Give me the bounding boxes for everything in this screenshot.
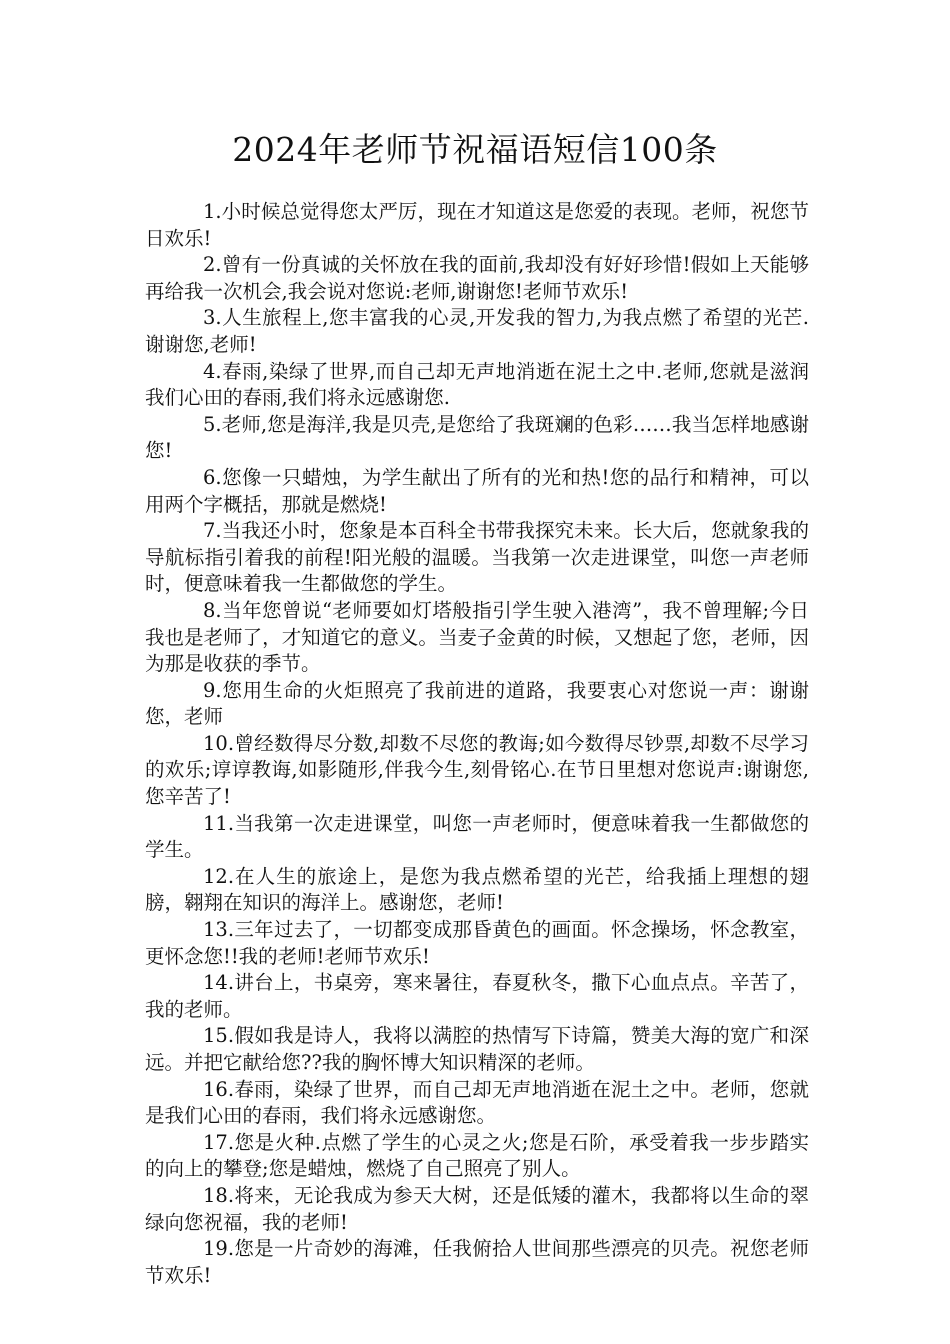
paragraph-15: 15.假如我是诗人，我将以满腔的热情写下诗篇，赞美大海的宽广和深远。并把它献给您??我的胸怀博大知识精深的老师。: [145, 1024, 809, 1074]
paragraph-14: 14.讲台上，书桌旁，寒来暑往，春夏秋冬，撒下心血点点。辛苦了，我的老师。: [145, 971, 809, 1021]
paragraph-12: 12.在人生的旅途上，是您为我点燃希望的光芒，给我插上理想的翅膀，翱翔在知识的海洋上。感谢您，老师!: [145, 864, 809, 915]
document-body: [145, 199, 809, 1289]
paragraph-6: 6.您像一只蜡烛，为学生献出了所有的光和热!您的品行和精神，可以用两个字概括，那就是燃烧!: [145, 465, 809, 516]
paragraph-7: 7.当我还小时，您象是本百科全书带我探究未来。长大后，您就象我的导航标指引着我的前程!阳光般的温暖。当我第一次走进课堂，叫您一声老师时，便意味着我一生都做您的学生。: [145, 519, 809, 596]
paragraph-10: 10.曾经数得尽分数,却数不尽您的教诲;如今数得尽钞票,却数不尽学习的欢乐;谆谆教诲,如影随形,伴我今生,刻骨铭心.在节日里想对您说声:谢谢您,您辛苦了!: [145, 731, 809, 809]
paragraph-1: 1.小时候总觉得您太严厉，现在才知道这是您爱的表现。老师，祝您节日欢乐!: [145, 200, 809, 250]
paragraph-19: 19.您是一片奇妙的海滩，任我俯拾人世间那些漂亮的贝壳。祝您老师节欢乐!: [145, 1237, 809, 1287]
document-title: 2024年老师节祝福语短信100条: [232, 130, 718, 169]
paragraph-5: 5.老师,您是海洋,我是贝壳,是您给了我斑斓的色彩……我当怎样地感谢您!: [145, 412, 809, 463]
paragraph-16: 16.春雨，染绿了世界，而自己却无声地消逝在泥土之中。老师，您就是我们心田的春雨，我们将永远感谢您。: [145, 1077, 809, 1128]
paragraph-8: 8.当年您曾说“老师要如灯塔般指引学生驶入港湾”，我不曾理解;今日我也是老师了，才知道它的意义。当麦子金黄的时候，又想起了您，老师，因为那是收获的季节。: [145, 598, 809, 676]
paragraph-13: 13.三年过去了，一切都变成那昏黄色的画面。怀念操场，怀念教室，更怀念您!!我的老师!老师节欢乐!: [145, 918, 809, 968]
paragraph-4: 4.春雨,染绿了世界,而自己却无声地消逝在泥土之中.老师,您就是滋润我们心田的春雨,我们将永远感谢您.: [145, 359, 809, 410]
paragraph-9: 9.您用生命的火炬照亮了我前进的道路，我要衷心对您说一声：谢谢您，老师: [145, 678, 809, 729]
paragraph-3: 3.人生旅程上,您丰富我的心灵,开发我的智力,为我点燃了希望的光芒.谢谢您,老师!: [145, 306, 809, 356]
paragraph-11: 11.当我第一次走进课堂，叫您一声老师时，便意味着我一生都做您的学生。: [145, 811, 809, 862]
paragraph-2: 2.曾有一份真诚的关怀放在我的面前,我却没有好好珍惜!假如上天能够再给我一次机会,我会说对您说:老师,谢谢您!老师节欢乐!: [145, 253, 809, 303]
paragraph-18: 18.将来，无论我成为参天大树，还是低矮的灌木，我都将以生命的翠绿向您祝福，我的老师!: [145, 1183, 809, 1234]
paragraph-17: 17.您是火种.点燃了学生的心灵之火;您是石阶，承受着我一步步踏实的向上的攀登;您是蜡烛，燃烧了自己照亮了别人。: [145, 1130, 809, 1181]
